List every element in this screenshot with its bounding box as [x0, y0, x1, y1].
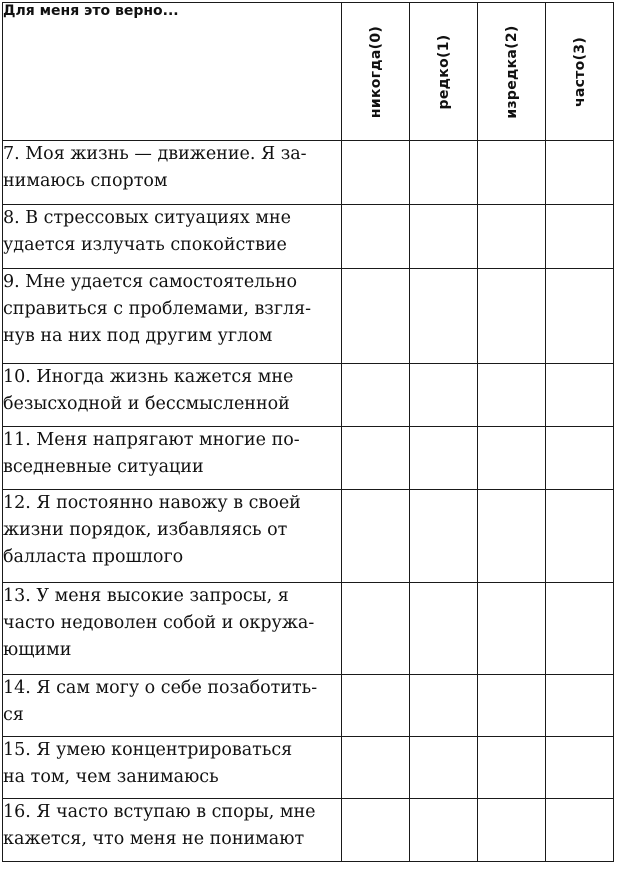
- statement-row: [3, 269, 614, 364]
- answer-cell-often[interactable]: [546, 490, 614, 583]
- answer-cell-never[interactable]: [342, 205, 410, 269]
- statement-row: [3, 490, 614, 583]
- statement-line: часто недоволен собой и окружа-: [3, 613, 315, 633]
- statement-line: 15. Я умею концентрироваться: [3, 740, 293, 760]
- statement-line: удается излучать спокойствие: [3, 235, 287, 255]
- answer-cell-often[interactable]: [546, 427, 614, 490]
- statement-line: балласта прошлого: [3, 547, 184, 567]
- answer-cell-occasionally[interactable]: [478, 141, 546, 205]
- answer-cell-often[interactable]: [546, 141, 614, 205]
- answer-cell-occasionally[interactable]: [478, 364, 546, 427]
- statement-line: 16. Я часто вступаю в споры, мне: [3, 802, 316, 822]
- statement-text: [3, 490, 342, 583]
- answer-cell-rarely[interactable]: [410, 675, 478, 737]
- answer-cell-often[interactable]: [546, 364, 614, 427]
- statement-text: [3, 269, 342, 364]
- statement-line: жизни порядок, избавляясь от: [3, 520, 288, 540]
- statement-line: 8. В стрессовых ситуациях мне: [3, 208, 291, 228]
- answer-cell-rarely[interactable]: [410, 205, 478, 269]
- statement-row: [3, 364, 614, 427]
- statement-line: 12. Я постоянно навожу в своей: [3, 493, 301, 513]
- answer-cell-never[interactable]: [342, 675, 410, 737]
- option-header-occasionally: [478, 3, 546, 141]
- statement-row: [3, 205, 614, 269]
- answer-cell-occasionally[interactable]: [478, 583, 546, 675]
- answer-cell-never[interactable]: [342, 583, 410, 675]
- answer-cell-rarely[interactable]: [410, 364, 478, 427]
- answer-cell-often[interactable]: [546, 269, 614, 364]
- option-header-rarely: [410, 3, 478, 141]
- statement-line: 13. У меня высокие запросы, я: [3, 586, 289, 606]
- header-row: [3, 3, 614, 141]
- answer-cell-never[interactable]: [342, 427, 410, 490]
- answer-cell-rarely[interactable]: [410, 427, 478, 490]
- statement-line: безысходной и бессмысленной: [3, 394, 290, 414]
- statement-line: кажется, что меня не понимают: [3, 829, 305, 849]
- statement-text: [3, 205, 342, 269]
- statement-row: [3, 583, 614, 675]
- answer-cell-often[interactable]: [546, 799, 614, 862]
- statement-row: [3, 675, 614, 737]
- statement-text: [3, 583, 342, 675]
- statement-line: справиться с проблемами, взгля-: [3, 299, 312, 319]
- statement-line: 7. Моя жизнь — движение. Я за-: [3, 144, 307, 164]
- answer-cell-never[interactable]: [342, 364, 410, 427]
- answer-cell-never[interactable]: [342, 141, 410, 205]
- statement-line: вседневные ситуации: [3, 457, 204, 477]
- answer-cell-often[interactable]: [546, 675, 614, 737]
- answer-cell-occasionally[interactable]: [478, 427, 546, 490]
- statement-row: [3, 141, 614, 205]
- answer-cell-rarely[interactable]: [410, 141, 478, 205]
- statement-row: [3, 427, 614, 490]
- answer-cell-occasionally[interactable]: [478, 675, 546, 737]
- statement-line: на том, чем занимаюсь: [3, 767, 219, 787]
- statement-text: [3, 799, 342, 862]
- statement-text: [3, 675, 342, 737]
- answer-cell-rarely[interactable]: [410, 799, 478, 862]
- option-label: редко(1): [435, 34, 452, 109]
- statement-line: нимаюсь спортом: [3, 171, 168, 191]
- statement-row: [3, 737, 614, 799]
- statement-text: [3, 364, 342, 427]
- statement-line: ся: [3, 705, 24, 725]
- statement-text: [3, 427, 342, 490]
- option-header-often: [546, 3, 614, 141]
- statement-text: [3, 737, 342, 799]
- statement-line: 9. Мне удается самостоятельно: [3, 272, 298, 292]
- answer-cell-occasionally[interactable]: [478, 205, 546, 269]
- prompt-header: Для меня это верно...: [3, 3, 342, 141]
- answer-cell-often[interactable]: [546, 205, 614, 269]
- statement-line: 14. Я сам могу о себе позаботить-: [3, 678, 318, 698]
- statement-line: 10. Иногда жизнь кажется мне: [3, 367, 294, 387]
- answer-cell-often[interactable]: [546, 737, 614, 799]
- answer-cell-often[interactable]: [546, 583, 614, 675]
- answer-cell-never[interactable]: [342, 799, 410, 862]
- answer-cell-occasionally[interactable]: [478, 737, 546, 799]
- answer-cell-rarely[interactable]: [410, 269, 478, 364]
- option-label: никогда(0): [367, 25, 384, 118]
- answer-cell-never[interactable]: [342, 737, 410, 799]
- statement-text: [3, 141, 342, 205]
- answer-cell-rarely[interactable]: [410, 583, 478, 675]
- answer-cell-rarely[interactable]: [410, 737, 478, 799]
- questionnaire-table: [2, 2, 614, 862]
- answer-cell-occasionally[interactable]: [478, 799, 546, 862]
- answer-cell-occasionally[interactable]: [478, 490, 546, 583]
- statement-line: ющими: [3, 640, 72, 660]
- answer-cell-occasionally[interactable]: [478, 269, 546, 364]
- answer-cell-rarely[interactable]: [410, 490, 478, 583]
- answer-cell-never[interactable]: [342, 269, 410, 364]
- statement-line: нув на них под другим углом: [3, 326, 273, 346]
- statement-line: 11. Меня напрягают многие по-: [3, 430, 300, 450]
- option-label: часто(3): [571, 36, 588, 107]
- answer-cell-never[interactable]: [342, 490, 410, 583]
- statement-row: [3, 799, 614, 862]
- option-header-never: [342, 3, 410, 141]
- option-label: изредка(2): [503, 24, 520, 119]
